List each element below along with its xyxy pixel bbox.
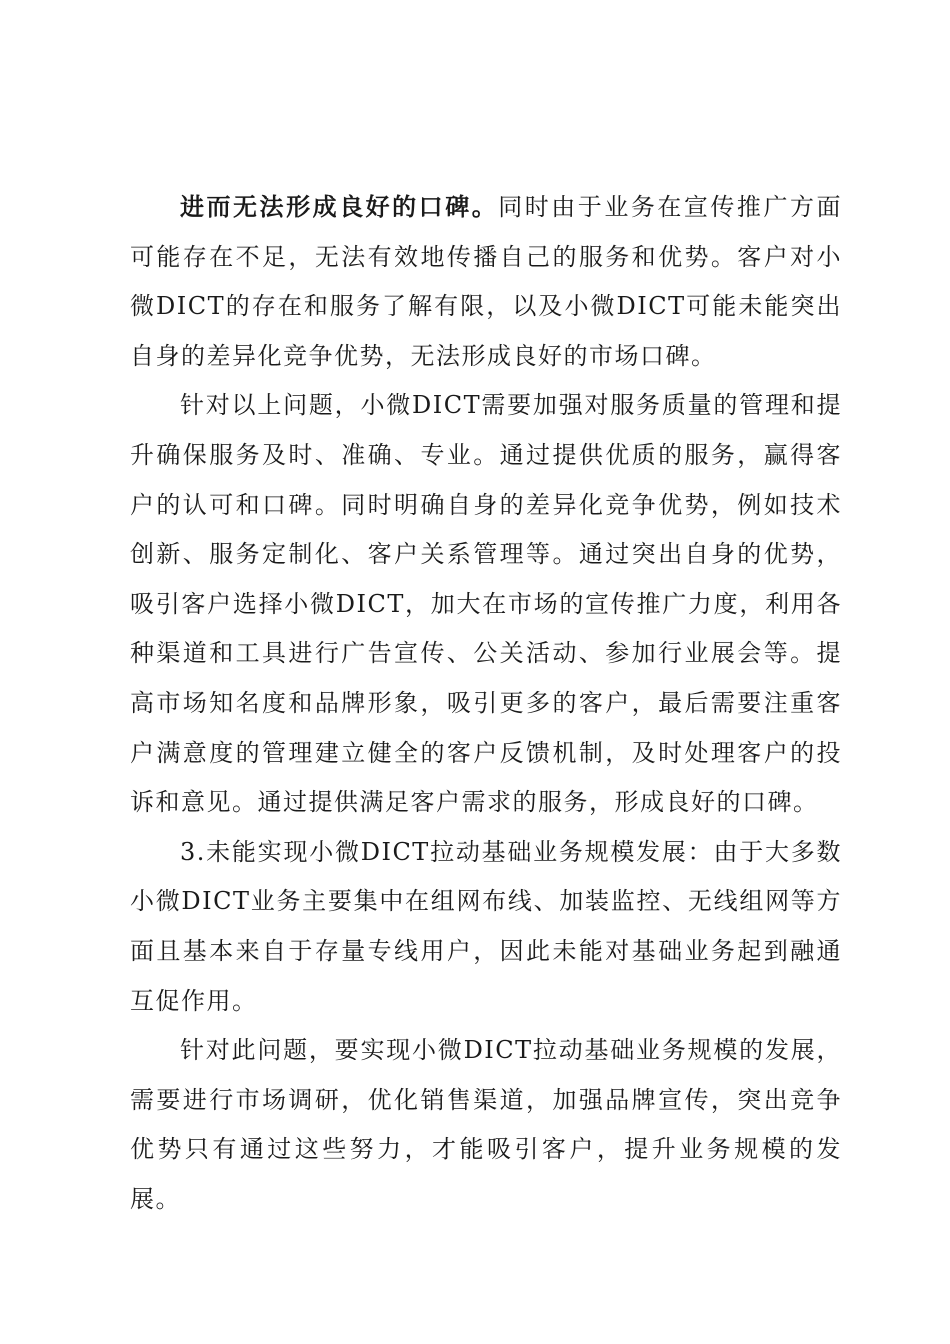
- paragraph-1-text: 同时由于业务在宣传推广方面可能存在不足，无法有效地传播自己的服务和优势。客户对小微DICT的存在和服务了解有限，以及小微DICT可能未能突出自身的差异化竞争优势，无法形成良好的市场口碑。: [130, 193, 842, 370]
- paragraph-2: [130, 381, 842, 827]
- paragraph-2-text: 针对以上问题，小微DICT需要加强对服务质量的管理和提升确保服务及时、准确、专业。通过提供优质的服务，赢得客户的认可和口碑。同时明确自身的差异化竞争优势，例如技术创新、服务定制化、客户关系管理等。通过突出自身的优势，吸引客户选择小微DICT，加大在市场的宣传推广力度，利用各种渠道和工具进行广告宣传、公关活动、参加行业展会等。提高市场知名度和品牌形象，吸引更多的客户，最后需要注重客户满意度的管理建立健全的客户反馈机制，及时处理客户的投诉和意见。通过提供满足客户需求的服务，形成良好的口碑。: [130, 391, 842, 817]
- paragraph-4-text: 针对此问题，要实现小微DICT拉动基础业务规模的发展，需要进行市场调研，优化销售渠道，加强品牌宣传，突出竞争优势只有通过这些努力，才能吸引客户，提升业务规模的发展。: [130, 1036, 842, 1213]
- paragraph-1: [130, 182, 842, 381]
- paragraph-3: [130, 828, 842, 1026]
- paragraph-3-text: 3.未能实现小微DICT拉动基础业务规模发展：由于大多数小微DICT业务主要集中在组网布线、加装监控、无线组网等方面且基本来自于存量专线用户，因此未能对基础业务起到融通互促作用。: [130, 837, 842, 1015]
- document-body: [130, 182, 842, 1224]
- paragraph-1-bold-lead: 进而无法形成良好的口碑。: [180, 192, 499, 221]
- paragraph-4: [130, 1026, 842, 1224]
